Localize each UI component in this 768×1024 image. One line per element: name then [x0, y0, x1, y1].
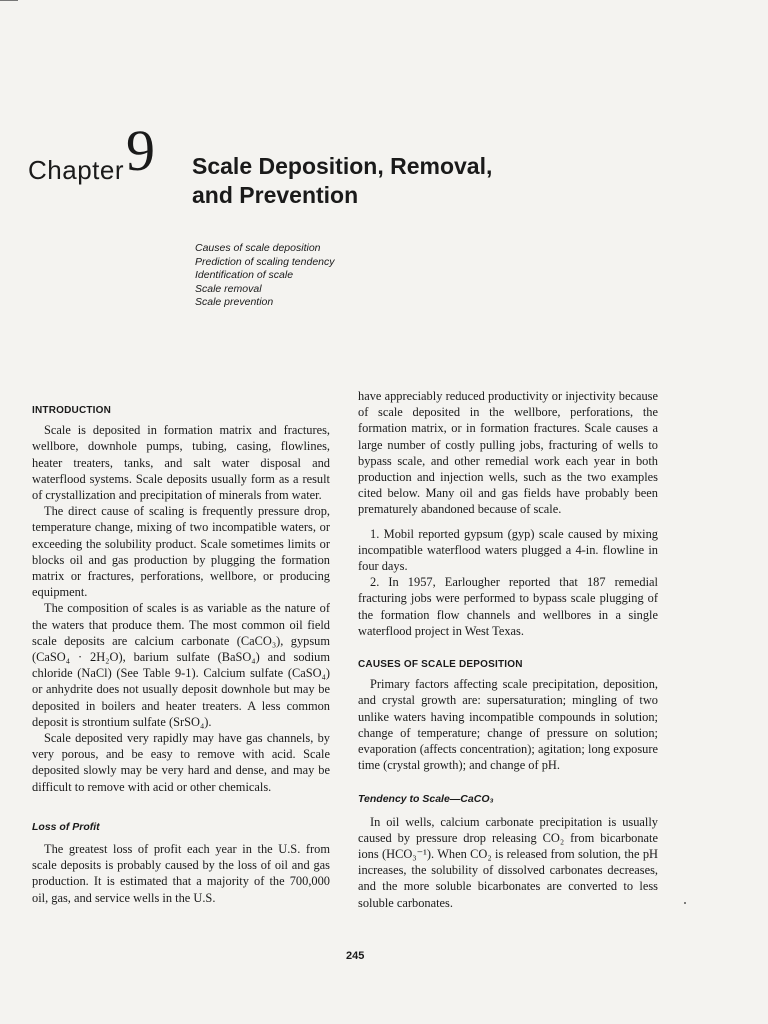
topic-item: Identification of scale	[195, 269, 294, 281]
paragraph: The direct cause of scaling is frequently pressure drop, temperature change, mixing of two incompatible waters, or exceeding the solubility product. Scale sometimes limits or blocks oil and gas production by plugging the formation matrix or fractures, perforations, wellbore, or producing equipment.	[32, 504, 330, 600]
topic-item: Scale removal	[195, 282, 262, 295]
topic-item: Scale prevention	[195, 296, 274, 308]
paragraph: Primary factors affecting scale precipitation, deposition, and crystal growth are: supersaturation; mingling of two unlike waters having incompatible compounds in solution; change of temperature; change of pressure on solution; evaporation (affects concentration); agitation; long exposure time (crystal growth); and change of pH.	[358, 677, 658, 773]
paragraph: Scale is deposited in formation matrix and fractures, wellbore, downhole pumps, tubing, casing, flowlines, heater treaters, tanks, and salt water disposal and waterflood systems. Scale deposits usually form as a result of crystallization and precipitation of minerals from water.	[32, 423, 330, 503]
chapter-label: Chapter	[28, 155, 124, 185]
topic-list	[195, 242, 335, 310]
topic-item: Prediction of scaling tendency	[195, 255, 335, 268]
scan-speck	[684, 902, 686, 904]
paragraph: In oil wells, calcium carbonate precipitation is usually caused by pressure drop releasing CO₂ from bicarbonate ions (HCO₃⁻¹). When CO₂ is released from solution, the pH increases, the solubility of dissolved carbonates decreases, and the more soluble bicarbonates are converted to less soluble carbonates.	[358, 814, 658, 910]
subsection-heading-loss-of-profit: Loss of Profit	[32, 820, 100, 833]
chapter-title-line-2: and Prevention	[192, 182, 359, 208]
paragraph: The greatest loss of profit each year in the U.S. from scale deposits is probably caused by the loss of oil and gas production. It is estimated that a majority of the 700,000 oil, gas, and service wells in the U.S.	[32, 842, 330, 905]
right-column	[358, 388, 658, 911]
numbered-item: 1. Mobil reported gypsum (gyp) scale caused by mixing incompatible waterflood waters plugged a 4-in. flowline in four days.	[358, 526, 658, 574]
scan-mark	[0, 0, 18, 1]
section-heading-introduction: INTRODUCTION	[32, 405, 112, 416]
numbered-item: 2. In 1957, Earlougher reported that 187 remedial fracturing jobs were performed to bypass scale plugging of the formation flow channels and wellbores in a single waterflood project in West Texas.	[358, 575, 658, 638]
subsection-heading-tendency: Tendency to Scale—CaCO₃	[358, 793, 494, 806]
topic-item: Causes of scale deposition	[195, 242, 321, 254]
left-column	[32, 403, 330, 906]
paragraph: have appreciably reduced productivity or injectivity because of scale deposited in the wellbore, perforations, the formation matrix, or in formation fractures. Scale causes a large number of costly pulling jobs, fracturing of wells to bypass scale, and other remedial work each year in both production and injection wells, such as the two examples cited below. Many oil and gas fields have probably been prematurely abandoned because of scale.	[358, 389, 658, 517]
chapter-title	[192, 152, 572, 210]
paragraph: The composition of scales is as variable as the nature of the waters that produce them. The most common oil field scale deposits are calcium carbonate (CaCO₃), gypsum (CaSO₄ · 2H₂O), barium sulfate (BaSO₄) and sodium chloride (NaCl) (See Table 9-1). Calcium sulfate (CaSO₄) or anhydrite does not usually deposit downhole but may be deposited in boilers and heater treaters. A less common deposit is strontium sulfate (SrSO₄).	[32, 601, 330, 729]
chapter-number: 9	[126, 118, 155, 183]
page-number: 245	[346, 950, 365, 962]
chapter-title-line-1: Scale Deposition, Removal,	[192, 153, 493, 179]
section-heading-causes: CAUSES OF SCALE DEPOSITION	[358, 659, 523, 671]
paragraph: Scale deposited very rapidly may have gas channels, by very porous, and be easy to remove with acid. Scale deposited slowly may be very hard and dense, and may be difficult to remove with acid or other chemicals.	[32, 731, 330, 794]
